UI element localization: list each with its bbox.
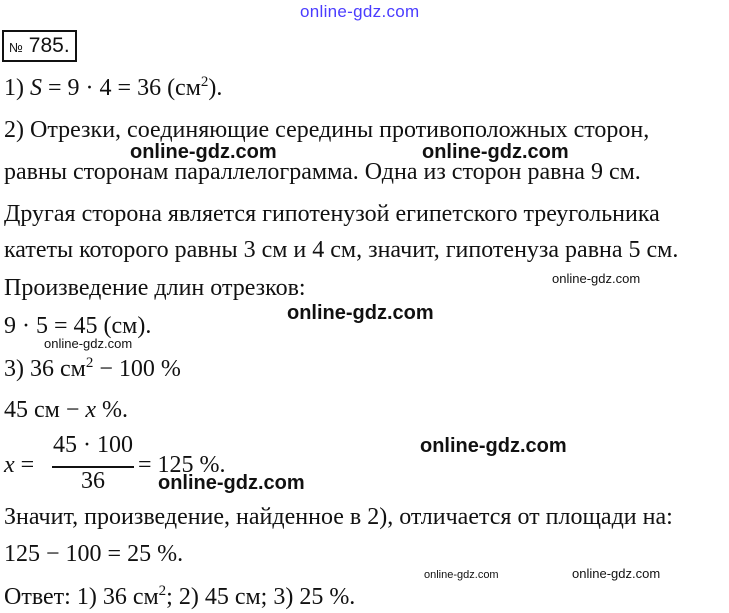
fraction-denominator: 36	[81, 468, 105, 494]
line-difference: 125 − 100 = 25 %.	[4, 541, 184, 567]
l9-prefix: 45 см −	[4, 397, 86, 423]
fraction-equals: =	[14, 452, 35, 478]
l1-end: ).	[208, 75, 223, 101]
line-3: равны сторонам параллелограмма. Одна из сторон равна 9 см.	[4, 159, 641, 185]
line-7: 9 · 5 = 45 (см).	[4, 313, 152, 339]
answer-end: ; 2) 45 см; 3) 25 %.	[166, 584, 356, 610]
l8-exponent: 2	[85, 355, 94, 371]
problem-number-value: 785.	[28, 34, 70, 57]
watermark-5: online-gdz.com	[44, 336, 133, 351]
l1-prefix: 1)	[4, 75, 30, 101]
watermark-6: online-gdz.com	[420, 435, 567, 457]
answer-prefix: Ответ: 1) 36 см	[4, 584, 159, 610]
line-answer	[4, 583, 355, 611]
watermark-8: online-gdz.com	[424, 569, 499, 581]
l9-end: %.	[96, 397, 129, 423]
watermark-top: online-gdz.com	[300, 2, 420, 21]
watermark-4: online-gdz.com	[287, 302, 434, 324]
fraction-result: = 125 %.	[138, 452, 226, 478]
watermark-9: online-gdz.com	[572, 566, 661, 581]
line-conclusion: Значит, произведение, найденное в 2), отличается от площади на:	[4, 504, 673, 530]
problem-number	[2, 30, 77, 62]
l1-middle: = 9 · 4 = 36 (см	[42, 75, 201, 101]
fraction-variable: x	[4, 452, 15, 478]
watermark-1: online-gdz.com	[130, 141, 277, 163]
fraction-numerator: 45 · 100	[53, 432, 133, 458]
line-area-formula	[4, 74, 222, 102]
watermark-7: online-gdz.com	[158, 472, 305, 494]
l8-end: − 100 %	[93, 356, 181, 382]
number-sign: №	[9, 40, 23, 55]
l8-prefix: 3) 36 см	[4, 356, 86, 382]
fraction-lhs	[4, 452, 34, 479]
line-6: Произведение длин отрезков:	[4, 275, 306, 301]
line-proportion-2	[4, 396, 128, 424]
line-5: катеты которого равны 3 см и 4 см, значит, гипотенуза равна 5 см.	[4, 237, 679, 263]
watermark-2: online-gdz.com	[422, 141, 569, 163]
l9-variable: x	[85, 397, 97, 423]
watermark-3: online-gdz.com	[552, 271, 641, 286]
area-variable: S	[30, 75, 42, 101]
line-proportion-1	[4, 355, 181, 383]
line-2: 2) Отрезки, соединяющие середины противоположных сторон,	[4, 117, 650, 143]
answer-exponent: 2	[158, 583, 167, 599]
line-4: Другая сторона является гипотенузой египетского треугольника	[4, 201, 660, 227]
l1-exponent: 2	[200, 74, 209, 90]
